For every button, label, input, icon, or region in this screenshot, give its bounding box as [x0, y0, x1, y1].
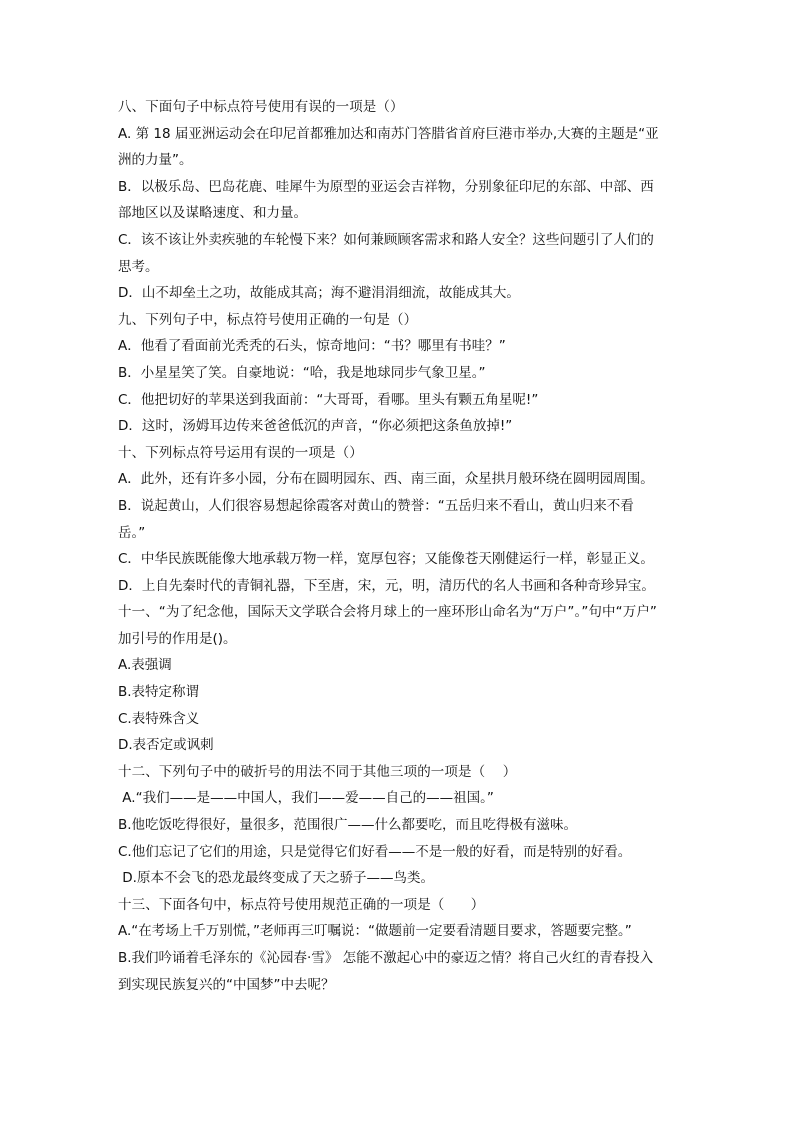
question-11-title-line-2: 加引号的作用是()。: [118, 630, 237, 647]
question-8-option-c-line-1: C．该不该让外卖疾驰的车轮慢下来？如何兼顾顾客需求和路人安全？这些问题引了人们的: [118, 231, 654, 248]
question-9-option-b: B．小星星笑了笑。自豪地说：“哈，我是地球同步气象卫星。”: [118, 364, 486, 381]
question-10-option-a: A．此外，还有许多小园，分布在圆明园东、西、南三面，众星拱月般环绕在圆明园周围。: [118, 471, 654, 488]
question-10-option-b-line-2: 岳。”: [118, 524, 146, 541]
question-13-option-b-line-2: 到实现民族复兴的“中国梦”中去呢？: [118, 976, 335, 993]
question-12-option-c: C.他们忘记了它们的用途，只是觉得它们好看——不是一般的好看，而是特别的好看。: [118, 843, 632, 860]
question-12-option-d: D.原本不会飞的恐龙最终变成了天之骄子——鸟类。: [118, 870, 434, 887]
question-8-option-c-line-2: 思考。: [118, 258, 159, 275]
question-8-option-b-line-1: B．以极乐岛、巴岛花鹿、哇犀牛为原型的亚运会吉祥物，分别象征印尼的东部、中部、西: [118, 178, 654, 195]
question-11-option-c: C.表特殊含义: [118, 710, 200, 727]
question-8-option-b-line-2: 部地区以及谋略速度、和力量。: [118, 205, 307, 222]
question-9-title: 九、下列句子中，标点符号使用正确的一句是（）: [118, 311, 418, 328]
question-10-option-c: C．中华民族既能像大地承载万物一样，宽厚包容；又能像苍天刚健运行一样，彰显正义。: [118, 551, 654, 568]
question-12-option-b: B.他吃饭吃得很好，量很多，范围很广——什么都要吃，而且吃得极有滋味。: [118, 817, 578, 834]
question-8-option-d: D．山不却垒土之功，故能成其高；海不避涓涓细流，故能成其大。: [118, 285, 520, 302]
question-9-option-c: C．他把切好的苹果送到我面前：“大哥哥，看哪。里头有颗五角星呢!”: [118, 391, 539, 408]
question-11-option-a: A.表强调: [118, 657, 172, 674]
question-11-option-b: B.表特定称谓: [118, 684, 200, 701]
question-text-block: [118, 94, 678, 998]
question-10-option-b-line-1: B．说起黄山，人们很容易想起徐霞客对黄山的赞誉：“五岳归来不看山，黄山归来不看: [118, 497, 634, 514]
question-11-option-d: D.表否定或讽刺: [118, 737, 214, 754]
question-10-option-d: D．上自先秦时代的青铜礼器，下至唐，宋，元，明，清历代的名人书画和各种奇珍异宝。: [118, 577, 655, 594]
question-12-option-a: A.“我们——是——中国人，我们——爱——自己的——祖国。”: [118, 790, 494, 807]
question-8-option-a-line-2: 洲的力量”。: [118, 152, 193, 169]
question-9-option-d: D．这时，汤姆耳边传来爸爸低沉的声音，“你必须把这条鱼放掉!”: [118, 418, 513, 435]
question-12-title: 十二、下列句子中的破折号的用法不同于其他三项的一项是（ ）: [118, 763, 517, 780]
question-13-option-a: A.“在考场上千万别慌，”老师再三叮嘱说：“做题前一定要看清题目要求，答题要完整。”: [118, 923, 632, 940]
question-10-title: 十、下列标点符号运用有误的一项是（）: [118, 444, 363, 461]
question-13-option-b-line-1: B.我们吟诵着毛泽东的《沁园春·雪》 怎能不激起心中的豪迈之情？将自己火红的青春投入: [118, 950, 654, 966]
question-8-option-a-line-1: A. 第 18 届亚洲运动会在印尼首都雅加达和南苏门答腊省首府巨港市举办,大赛的主题是“亚: [118, 125, 659, 142]
question-9-option-a: A．他看了看面前光秃秃的石头，惊奇地问：“书？哪里有书哇？”: [118, 338, 506, 355]
question-11-title-line-1: 十一、“为了纪念他，国际天文学联合会将月球上的一座环形山命名为“万户”。”句中“万户”: [118, 604, 658, 621]
question-13-title: 十三、下面各句中，标点符号使用规范正确的一项是（ ）: [118, 896, 485, 913]
question-8-title: 八、下面句子中标点符号使用有误的一项是（）: [118, 99, 404, 115]
